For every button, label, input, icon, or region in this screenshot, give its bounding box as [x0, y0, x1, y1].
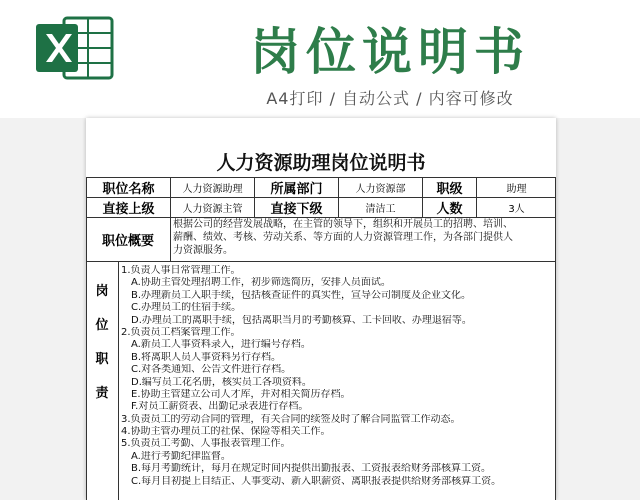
list-item: 1.负责人事日常管理工作。 [121, 265, 241, 276]
document-sheet [86, 118, 556, 500]
department-label: 所属部门 [255, 178, 339, 198]
list-item: C.每月目初提上目结正、人事变动、新入职薪资、离职报表提供给财务部核算工资。 [131, 475, 502, 487]
department-value: 人力资源部 [339, 178, 423, 198]
grade-value: 助理 [477, 178, 557, 198]
list-item: 4.协助主管办理员工的社保、保险等相关工作。 [121, 426, 331, 438]
overview-line: 力资源服务。 [173, 245, 233, 256]
supervisor-label: 直接上级 [87, 198, 171, 218]
list-item: A.新员工人事资料录入，进行编号存档。 [131, 339, 311, 351]
list-item: F.对员工薪资表、出勤记录表进行存档。 [131, 401, 309, 413]
overview-line: 薪酬、绩效、考核、劳动关系、等方面的人力资源管理工作，为各部门提供人 [173, 232, 513, 243]
right-border [555, 177, 556, 500]
list-item: A.协助主管处理招聘工作，初步筛选简历，安排人员面试。 [131, 277, 391, 289]
list-item: E.协助主管建立公司人才库，并对相关简历存档。 [131, 388, 351, 400]
excel-logo-icon [34, 14, 116, 82]
info-table [86, 177, 556, 218]
duties-label-char: 岗 [95, 284, 109, 299]
overview-text [173, 218, 553, 257]
page-title: 岗位说明书 [250, 23, 530, 81]
page-subtitle: A4打印 / 自动公式 / 内容可修改 [266, 89, 514, 108]
position-name-label: 职位名称 [87, 178, 171, 198]
duties-label-char: 位 [95, 318, 109, 333]
headcount-value: 3人 [477, 198, 557, 218]
overview-line: 根据公司的经营发展战略，在主管的领导下，组织和开展员工的招聘、培训、 [173, 219, 513, 230]
duties-label-char: 责 [95, 386, 109, 401]
list-item: 5.负责员工考勤、人事报表管理工作。 [121, 438, 291, 450]
overview-row [86, 217, 556, 262]
document-title: 人力资源助理岗位说明书 [216, 152, 426, 174]
list-item: 3.负责员工的劳动合同的管理，有关合同的续签及时了解合同监管工作动态。 [121, 413, 461, 425]
subordinate-label: 直接下级 [255, 198, 339, 218]
position-name-value: 人力资源助理 [171, 178, 255, 198]
list-item: B.将离职人员人事资料另行存档。 [131, 351, 282, 363]
duties-label-char: 职 [95, 352, 109, 367]
list-item: B.办理新员工入职手续，包括核查证件的真实性，宣导公司制度及企业文化。 [131, 289, 472, 301]
table-row [87, 198, 557, 218]
list-item: C.对各类通知、公告文件进行存档。 [131, 364, 292, 376]
list-item: C.办理员工的住宿手续。 [131, 302, 242, 314]
left-border [86, 177, 87, 500]
list-item: D.编写员工花名册，核实员工各项资料。 [131, 376, 312, 388]
banner [0, 0, 640, 118]
headcount-label: 人数 [423, 198, 477, 218]
duties-list [121, 265, 553, 488]
grade-label: 职级 [423, 178, 477, 198]
subordinate-value: 清洁工 [339, 198, 423, 218]
list-item: A.进行考勤纪律监督。 [131, 450, 231, 462]
table-row [87, 178, 557, 198]
list-item: 2.负责员工档案管理工作。 [121, 326, 241, 338]
list-item: B.每月考勤统计，每月在规定时间内提供出勤报表、工资报表给财务部核算工资。 [131, 463, 492, 475]
supervisor-value: 人力资源主管 [171, 198, 255, 218]
duties-label [86, 262, 119, 500]
list-item: D.办理员工的离职手续，包括离职当月的考勤核算、工卡回收、办理退宿等。 [131, 314, 472, 326]
overview-label: 职位概要 [86, 217, 171, 261]
